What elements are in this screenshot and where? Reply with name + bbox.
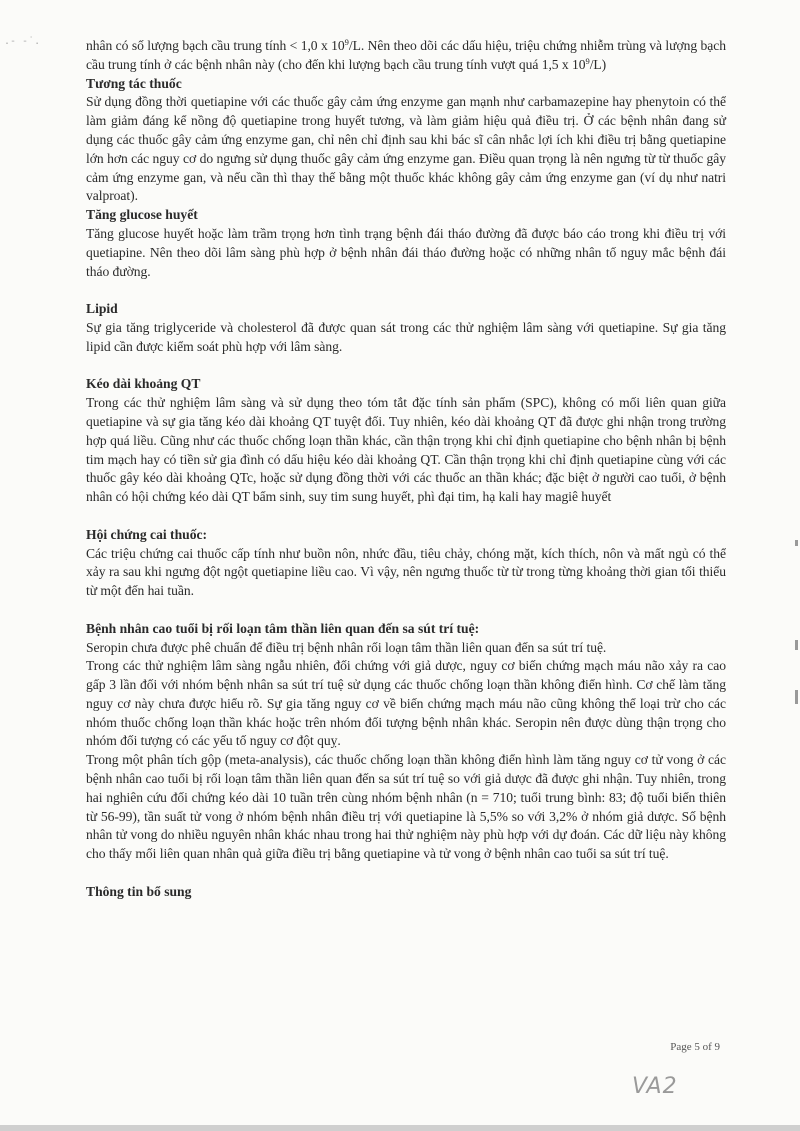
- section-text-elderly-1: Seropin chưa được phê chuẩn để điều trị bệnh nhân rối loạn tâm thần liên quan đến sa sút trí tuệ.: [86, 639, 607, 655]
- intro-sup-1: 9: [344, 37, 349, 47]
- section-heading-elderly: Bệnh nhân cao tuổi bị rối loạn tâm thần liên quan đến sa sút trí tuệ:: [86, 620, 480, 636]
- intro-paragraph: [86, 37, 726, 75]
- section-text-withdrawal: Các triệu chứng cai thuốc cấp tính như buồn nôn, nhức đầu, tiêu chảy, chóng mặt, kích thích, nôn và mất ngủ có thể xảy ra sau khi ngưng đột ngột quetiapine liều cao. Vì vậy, nên ngưng thuốc từ từ trong từng khoảng thời gian tối thiểu từ một đến hai tuần.: [86, 545, 726, 599]
- intro-sup-2: 9: [585, 55, 590, 66]
- section-heading-glucose: Tăng glucose huyết: [86, 207, 198, 223]
- scan-edge-mark: [795, 690, 798, 704]
- section-text-qt: Trong các thử nghiệm lâm sàng và sử dụng theo tóm tắt đặc tính sản phẩm (SPC), không có mối liên quan giữa quetiapine và sự gia tăng kéo dài khoảng QT tuyệt đối. Tuy nhiên, kéo dài khoảng QT đã được ghi nhận trong trường hợp quá liều. Cũng như các thuốc chống loạn thần khác, cần thận trọng khi chỉ định quetiapine cho bệnh nhân bị bệnh tim mạch hay có tiền sử gia đình có dấu hiệu kéo dài khoảng QT. Cần thận trọng khi chỉ định quetiapine cùng với các thuốc gây kéo dài khoảng QTc, hoặc sử dụng đồng thời với các thuốc an thần khác; đặc biệt ở người cao tuổi, ở bệnh nhân có hội chứng kéo dài QT bẩm sinh, suy tim sung huyết, phì đại tim, hạ kali hay magiê huyết: [86, 395, 726, 505]
- intro-text-c: /L): [589, 56, 607, 72]
- section-text-lipid: Sự gia tăng triglyceride và cholesterol đã được quan sát trong các thử nghiệm lâm sàng với quetiapine. Sự gia tăng lipid cần được kiểm soát phù hợp với lâm sàng.: [86, 319, 726, 354]
- section-heading-withdrawal: Hội chứng cai thuốc:: [86, 526, 208, 542]
- section-text-glucose: Tăng glucose huyết hoặc làm trầm trọng hơn tình trạng bệnh đái tháo đường đã được báo cáo trong khi điều trị với quetiapine. Nên theo dõi lâm sàng phù hợp ở bệnh nhân đái tháo đường hoặc có những nhân tố nguy mắc bệnh đái tháo đường.: [86, 225, 726, 279]
- handwritten-initials: VA2: [632, 1074, 678, 1099]
- intro-text-b: /L. Nên theo dõi các dấu hiệu, triệu chứng nhiễm trùng và lượng bạch cầu trung tính ở các bệnh nhân này (cho đến khi lượng bạch cầu trung tính vượt quá 1,5 x 10: [86, 38, 726, 72]
- scan-edge-mark: [795, 540, 798, 546]
- scan-artifact: .‑ -˙.: [4, 36, 41, 47]
- section-text-interactions: Sử dụng đồng thời quetiapine với các thuốc gây cảm ứng enzyme gan mạnh như carbamazepine hay phenytoin có thể làm giảm đáng kể nồng độ quetiapine trong huyết tương, và làm giảm hiệu quả điều trị. Ở các bệnh nhân đang sử dụng các thuốc gây cảm ứng enzyme gan, chỉ nên chỉ định sau khi bác sĩ cân nhắc lợi ích khi điều trị bằng quetiapine lớn hơn các nguy cơ do ngưng sử dụng thuốc gây cảm ứng enzyme gan. Điều quan trọng là nên ngưng từ từ thuốc gây cảm ứng enzyme gan, và nếu cần thì thay thế bằng một thuốc khác không gây cảm ứng enzyme gan (ví dụ như natri valproat).: [86, 94, 726, 204]
- intro-text-a: nhân có số lượng bạch cầu trung tính < 1,0 x 10: [86, 38, 345, 53]
- section-heading-additional: Thông tin bổ sung: [86, 883, 192, 899]
- section-heading-lipid: Lipid: [86, 301, 118, 317]
- section-heading-qt: Kéo dài khoảng QT: [86, 376, 201, 392]
- section-text-elderly-3: Trong một phân tích gộp (meta-analysis), các thuốc chống loạn thần không điển hình làm tăng nguy cơ tử vong ở các bệnh nhân cao tuổi bị rối loạn tâm thần liên quan đến sa sút trí tuệ so với giả dược đã được ghi nhận. Tuy nhiên, trong hai nghiên cứu đối chứng kéo dài 10 tuần trên cùng nhóm bệnh nhân (n = 710; tuổi trung bình: 83; độ tuổi biến thiên từ 56-99), tần suất tử vong ở nhóm bệnh nhân điều trị với quetiapine là 5,5% so với 3,2% ở nhóm giả dược. Số bệnh nhân tử vong do nhiều nguyên nhân khác nhau trong hai thử nghiệm này phù hợp với dự đoán. Các dữ liệu này không cho thấy mối liên quan nhân quả giữa điều trị bằng quetiapine và tử vong ở bệnh nhân cao tuổi sa sút trí tuệ.: [86, 752, 726, 862]
- page-number: Page 5 of 9: [670, 1041, 720, 1053]
- section-text-elderly-2: Trong các thử nghiệm lâm sàng ngẫu nhiên, đối chứng với giả dược, nguy cơ biến chứng mạch máu não xảy ra cao gấp 3 lần đối với nhóm bệnh nhân sa sút trí tuệ sử dụng các thuốc chống loạn thần không điển hình. Cơ chế làm tăng nguy cơ này chưa được hiểu rõ. Sự gia tăng nguy cơ về biến chứng mạch máu não cũng không thể loại trừ cho các nhóm thuốc chống loạn thần khác hoặc trên nhóm đối tượng bệnh nhân khác. Seropin nên được dùng thận trọng cho nhóm đối tượng có các yếu tố nguy cơ đột quỵ.: [86, 658, 726, 749]
- section-heading-interactions: Tương tác thuốc: [86, 75, 182, 91]
- document-page: [86, 37, 726, 902]
- scan-bottom-edge: [0, 1125, 800, 1131]
- scan-edge-mark: [795, 640, 798, 650]
